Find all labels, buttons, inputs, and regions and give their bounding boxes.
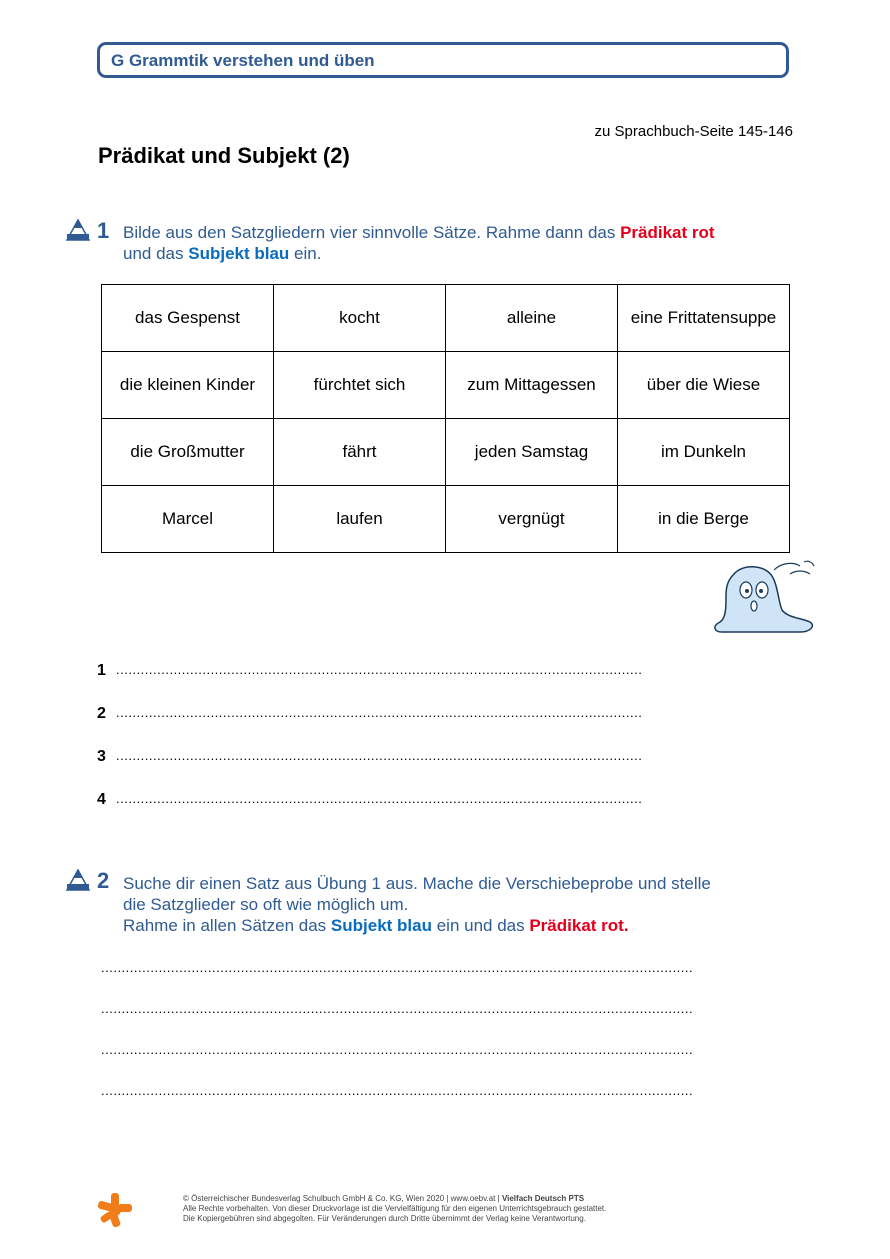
- table-cell: jeden Samstag: [446, 419, 618, 486]
- table-row: [102, 419, 790, 486]
- table-cell: fürchtet sich: [274, 352, 446, 419]
- exercise-2-instructions: [123, 873, 783, 936]
- instruction-text: Bilde aus den Satzgliedern vier sinnvolle Sätze. Rahme dann das: [123, 223, 621, 242]
- ghost-illustration: [712, 560, 820, 636]
- satzglieder-table: [101, 284, 790, 553]
- answer-line[interactable]: ................................................................................................................................................: [101, 1001, 694, 1016]
- table-cell: fährt: [274, 419, 446, 486]
- answer-line[interactable]: ................................................................................................................................................: [101, 1042, 694, 1057]
- footer-text: Alle Rechte vorbehalten. Von dieser Druckvorlage ist die Vervielfältigung für den eigenen Unterrichtsgebrauch gestattet.: [183, 1204, 607, 1213]
- footer-product-name: Vielfach Deutsch PTS: [501, 1194, 585, 1203]
- answer-line-number: 2: [97, 705, 106, 722]
- table-cell: zum Mittagessen: [446, 352, 618, 419]
- table-cell: vergnügt: [446, 486, 618, 553]
- footer-text: Die Kopiergebühren sind abgegolten. Für Veränderungen durch Dritte übernimmt der Verlag keine Verantwortung.: [183, 1214, 586, 1223]
- table-cell: die kleinen Kinder: [102, 352, 274, 419]
- answer-line-1[interactable]: ................................................................................................................................: [116, 662, 643, 677]
- instruction-text: die Satzglieder so oft wie möglich um.: [123, 895, 409, 914]
- table-cell: in die Berge: [618, 486, 790, 553]
- instruction-text: Rahme in allen Sätzen das: [123, 916, 331, 935]
- answer-line-number: 3: [97, 748, 106, 765]
- answer-line[interactable]: ................................................................................................................................................: [101, 960, 694, 975]
- table-cell: im Dunkeln: [618, 419, 790, 486]
- header-title: G Grammtik verstehen und üben: [111, 51, 375, 70]
- highlight-praedikat-red: Prädikat rot.: [529, 916, 629, 935]
- footer-copyright: [183, 1194, 606, 1224]
- instruction-text: Suche dir einen Satz aus Übung 1 aus. Mache die Verschiebeprobe und stelle: [123, 874, 711, 893]
- highlight-praedikat-red: Prädikat rot: [620, 223, 715, 242]
- exercise-1-instructions: [123, 222, 773, 264]
- answer-line-number: 4: [97, 791, 106, 808]
- table-cell: laufen: [274, 486, 446, 553]
- exercise-1-number: 1: [97, 218, 110, 243]
- answer-line-number: 1: [97, 662, 106, 679]
- footer-text: © Österreichischer Bundesverlag Schulbuch GmbH & Co. KG, Wien 2020 | www.oebv.at |: [183, 1194, 502, 1203]
- table-row: [102, 486, 790, 553]
- table-cell: eine Frittatensuppe: [618, 285, 790, 352]
- answer-line-3[interactable]: ................................................................................................................................: [116, 748, 643, 763]
- exercise-2-number: 2: [97, 868, 110, 893]
- answer-line[interactable]: ................................................................................................................................................: [101, 1083, 694, 1098]
- table-cell: über die Wiese: [618, 352, 790, 419]
- table-cell: das Gespenst: [102, 285, 274, 352]
- table-cell: Marcel: [102, 486, 274, 553]
- highlight-subjekt-blue: Subjekt blau: [188, 244, 290, 263]
- instruction-text: ein.: [289, 244, 322, 263]
- table-cell: die Großmutter: [102, 419, 274, 486]
- instruction-text: und das: [123, 244, 189, 263]
- page-title: Prädikat und Subjekt (2): [98, 143, 350, 168]
- page-reference: zu Sprachbuch-Seite 145-146: [594, 123, 793, 140]
- highlight-subjekt-blue: Subjekt blau: [330, 916, 432, 935]
- answer-line-2[interactable]: ................................................................................................................................: [116, 705, 643, 720]
- answer-line-4[interactable]: ................................................................................................................................: [116, 791, 643, 806]
- table-row: [102, 285, 790, 352]
- difficulty-triangle-icon: [66, 219, 90, 241]
- difficulty-triangle-icon: [66, 869, 90, 891]
- instruction-text: ein und das: [431, 916, 530, 935]
- table-row: [102, 352, 790, 419]
- table-cell: kocht: [274, 285, 446, 352]
- publisher-logo-icon: [97, 1192, 133, 1228]
- table-cell: alleine: [446, 285, 618, 352]
